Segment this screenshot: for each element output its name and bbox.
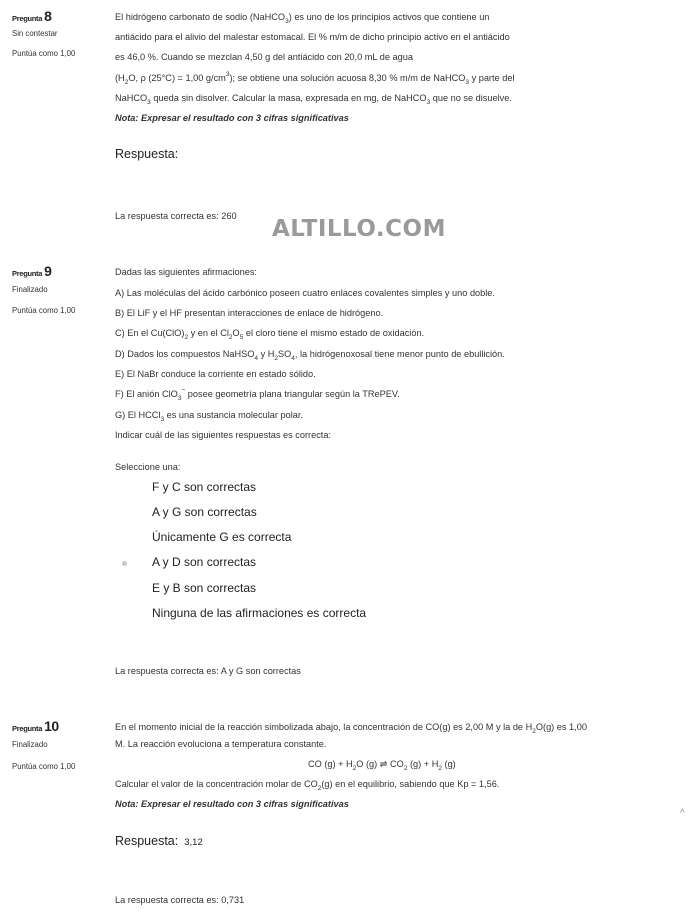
question-8-text-line (115, 92, 512, 104)
question-9-score: Puntúa como 1,00 (12, 306, 76, 315)
question-10-note: Nota: Expresar el resultado con 3 cifras significativas (115, 799, 349, 809)
subscript: 2 (184, 334, 189, 341)
subscript: 4 (254, 355, 259, 362)
text-segment: O (g) ⇌ CO (356, 759, 404, 769)
text-segment: ); se obtiene una solución acuosa 8,30 % m/m de NaHCO (229, 73, 466, 83)
text-segment: (g) en el equilibrio, sabiendo que Kp = 1,56. (321, 779, 500, 789)
text-segment: que no se disuelve. (430, 93, 512, 103)
subscript: 4 (291, 355, 295, 362)
text-segment: El hidrógeno carbonato de sodio (NaHCO (115, 12, 286, 22)
statement-f (115, 388, 400, 400)
subscript: 2 (317, 785, 322, 792)
question-10-answer[interactable] (115, 834, 203, 848)
question-number: 10 (44, 718, 59, 734)
question-9-intro: Dadas las siguientes afirmaciones: (115, 267, 257, 277)
text-segment: O, ρ (25°C) = 1,00 g/cm (128, 73, 226, 83)
subscript: 2 (124, 79, 129, 86)
subscript: 3 (285, 18, 289, 25)
text-segment: es 46,0 %. Cuando se mezclan 4,50 g del antiácido con 20,0 mL de agua (115, 52, 413, 62)
text-segment: O(g) es 1,00 (535, 722, 587, 732)
question-10-status: Finalizado (12, 740, 48, 749)
question-8-text-line (115, 51, 413, 63)
question-9-status: Finalizado (12, 285, 48, 294)
option-2[interactable]: A y G son correctas (152, 505, 257, 519)
question-10-correct-answer: La respuesta correcta es: 0,731 (115, 895, 245, 905)
question-label: Pregunta (12, 14, 43, 23)
subscript: 2 (352, 765, 357, 772)
text-segment: Calcular el valor de la concentración molar de CO (115, 779, 318, 789)
option-1[interactable]: F y C son correctas (152, 480, 257, 494)
text-segment: el cloro tiene el mismo estado de oxidación. (243, 328, 425, 338)
answer-label: Respuesta: (115, 834, 179, 848)
statement-e (115, 368, 316, 380)
subscript: 5 (239, 334, 244, 341)
text-segment: , la hidrógenoxosal tiene menor punto de ebullición. (294, 349, 505, 359)
option-5[interactable]: E y B son correctas (152, 581, 257, 595)
question-8-answer[interactable] (115, 147, 184, 161)
question-9-label (12, 263, 51, 279)
question-10-text-line (115, 738, 326, 750)
subscript: 3 (177, 395, 182, 402)
option-3[interactable]: Únicamente G es correcta (152, 530, 292, 544)
text-segment: En el momento inicial de la reacción simbolizada abajo, la concentración de CO(g) es 2,00 M y la de H (115, 722, 533, 732)
question-label: Pregunta (12, 269, 43, 278)
statement-b (115, 307, 383, 319)
option-4[interactable]: A y D son correctas (152, 555, 257, 569)
question-number: 8 (44, 8, 52, 24)
text-segment: (H (115, 73, 125, 83)
watermark-logo: ALTILLO.COM (272, 216, 446, 242)
text-segment: A) Las moléculas del ácido carbónico poseen cuatro enlaces covalentes simples y uno doble. (115, 288, 495, 298)
question-8-correct-answer: La respuesta correcta es: 260 (115, 211, 237, 221)
question-number: 9 (44, 263, 52, 279)
question-9-correct-answer: La respuesta correcta es: A y G son correctas (115, 666, 301, 676)
text-segment: y H (258, 349, 275, 359)
question-8-status: Sin contestar (12, 29, 58, 38)
question-8-label (12, 8, 51, 24)
statement-d (115, 348, 505, 360)
subscript: 2 (532, 728, 536, 735)
question-8-text-line (115, 72, 514, 84)
question-10-label (12, 718, 59, 734)
text-segment: posee geometría plana triangular según la TRePEV. (185, 389, 400, 399)
reaction-equation (308, 758, 456, 770)
text-segment: E) El NaBr conduce la corriente en estado sólido. (115, 369, 316, 379)
scroll-to-top-icon[interactable]: ^ (680, 808, 685, 819)
text-segment: es una sustancia molecular polar. (164, 410, 303, 420)
text-segment: C) En el Cu(ClO) (115, 328, 185, 338)
text-segment: antiácido para el alivio del malestar estomacal. El % m/m de dicho principio activo en el antiácido (115, 32, 510, 42)
question-8-text-line (115, 31, 510, 43)
answer-value[interactable]: 3,12 (184, 837, 203, 848)
question-10-text-line (115, 721, 587, 733)
statement-c (115, 327, 424, 339)
option-6[interactable]: Ninguna de las afirmaciones es correcta (152, 606, 367, 620)
subscript: 2 (228, 334, 233, 341)
subscript: 3 (426, 99, 431, 106)
subscript: 3 (465, 79, 470, 86)
text-segment: B) El LiF y el HF presentan interacciones de enlace de hidrógeno. (115, 308, 384, 318)
question-10-ask (115, 778, 499, 790)
question-8-text-line (115, 11, 489, 23)
subscript: 2 (403, 765, 408, 772)
text-segment: queda sin disolver. Calcular la masa, expresada en mg, de NaHCO (150, 93, 427, 103)
question-label: Pregunta (12, 724, 43, 733)
text-segment: y en el Cl (188, 328, 229, 338)
text-segment: ) es uno de los principios activos que contiene un (288, 12, 490, 22)
text-segment: G) El HCCl (115, 410, 161, 420)
text-segment: CO (g) + H (308, 759, 353, 769)
text-segment: D) Dados los compuestos NaHSO (115, 349, 255, 359)
select-one-label: Seleccione una: (115, 462, 181, 472)
text-segment: y parte del (469, 73, 515, 83)
subscript: 2 (274, 355, 278, 362)
superscript: 3 (225, 71, 230, 78)
text-segment: (g) (441, 759, 456, 769)
text-segment: (g) + H (407, 759, 439, 769)
subscript: 3 (147, 99, 151, 106)
statement-a (115, 287, 495, 299)
subscript: 2 (438, 765, 442, 772)
text-segment: M. La reacción evoluciona a temperatura constante. (115, 739, 327, 749)
superscript: − (181, 387, 186, 394)
text-segment: SO (278, 349, 292, 359)
subscript: 3 (160, 416, 165, 423)
question-8-score: Puntúa como 1,00 (12, 49, 76, 58)
text-segment: F) El anión ClO (115, 389, 178, 399)
question-9-prompt: Indicar cuál de las siguientes respuestas es correcta: (115, 430, 332, 440)
selected-radio-icon[interactable] (122, 561, 127, 566)
text-segment: O (232, 328, 240, 338)
statement-g (115, 409, 303, 421)
answer-label: Respuesta: (115, 147, 179, 161)
text-segment: NaHCO (115, 93, 148, 103)
question-8-note: Nota: Expresar el resultado con 3 cifras significativas (115, 113, 349, 123)
question-10-score: Puntúa como 1,00 (12, 762, 76, 771)
